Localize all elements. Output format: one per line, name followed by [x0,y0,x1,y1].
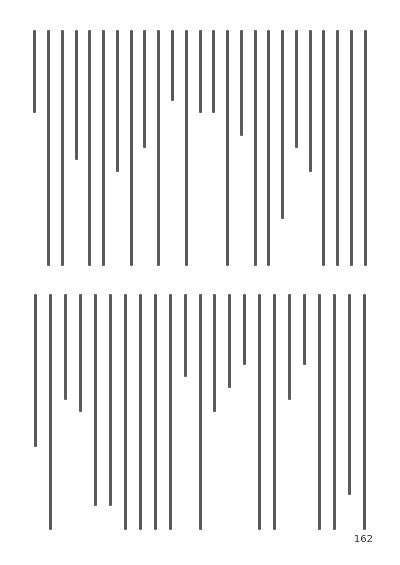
text-column-placeholder [124,294,127,530]
text-column-placeholder [363,294,366,530]
text-column-placeholder [254,30,257,266]
text-column-placeholder [336,30,339,266]
text-column-placeholder [309,30,312,172]
text-column-placeholder [348,294,351,495]
text-column-placeholder [130,30,133,266]
text-column-placeholder [33,30,36,113]
text-column-placeholder [243,294,246,365]
text-column-placeholder [333,294,336,530]
text-column-placeholder [109,294,112,506]
text-column-placeholder [267,30,270,266]
text-column-placeholder [143,30,146,148]
text-column-placeholder [169,294,172,530]
text-column-placeholder [295,30,298,148]
text-column-placeholder [61,30,64,266]
text-column-placeholder [322,30,325,266]
text-column-placeholder [212,30,215,113]
text-column-placeholder [281,30,284,219]
text-column-placeholder [139,294,142,530]
text-column-placeholder [288,294,291,400]
text-column-placeholder [75,30,78,160]
text-column-placeholder [318,294,321,530]
text-column-placeholder [79,294,82,412]
text-column-placeholder [47,30,50,266]
text-column-placeholder [94,294,97,506]
text-column-placeholder [258,294,261,530]
text-column-placeholder [199,294,202,530]
text-column-placeholder [157,30,160,266]
text-column-placeholder [303,294,306,365]
page-number: 162 [353,534,373,545]
text-column-placeholder [64,294,67,400]
text-column-placeholder [171,30,174,101]
text-column-placeholder [226,30,229,266]
text-column-placeholder [154,294,157,530]
text-column-placeholder [116,30,119,172]
text-column-placeholder [364,30,367,266]
text-column-placeholder [240,30,243,136]
text-column-placeholder [102,30,105,266]
text-column-placeholder [88,30,91,266]
text-tier-lower [28,294,372,530]
text-column-placeholder [199,30,202,113]
text-column-placeholder [185,30,188,266]
text-column-placeholder [213,294,216,412]
text-column-placeholder [350,30,353,266]
text-tier-upper [28,30,372,266]
text-column-placeholder [228,294,231,388]
text-column-placeholder [49,294,52,530]
text-column-placeholder [184,294,187,377]
text-column-placeholder [273,294,276,530]
text-column-placeholder [34,294,37,447]
